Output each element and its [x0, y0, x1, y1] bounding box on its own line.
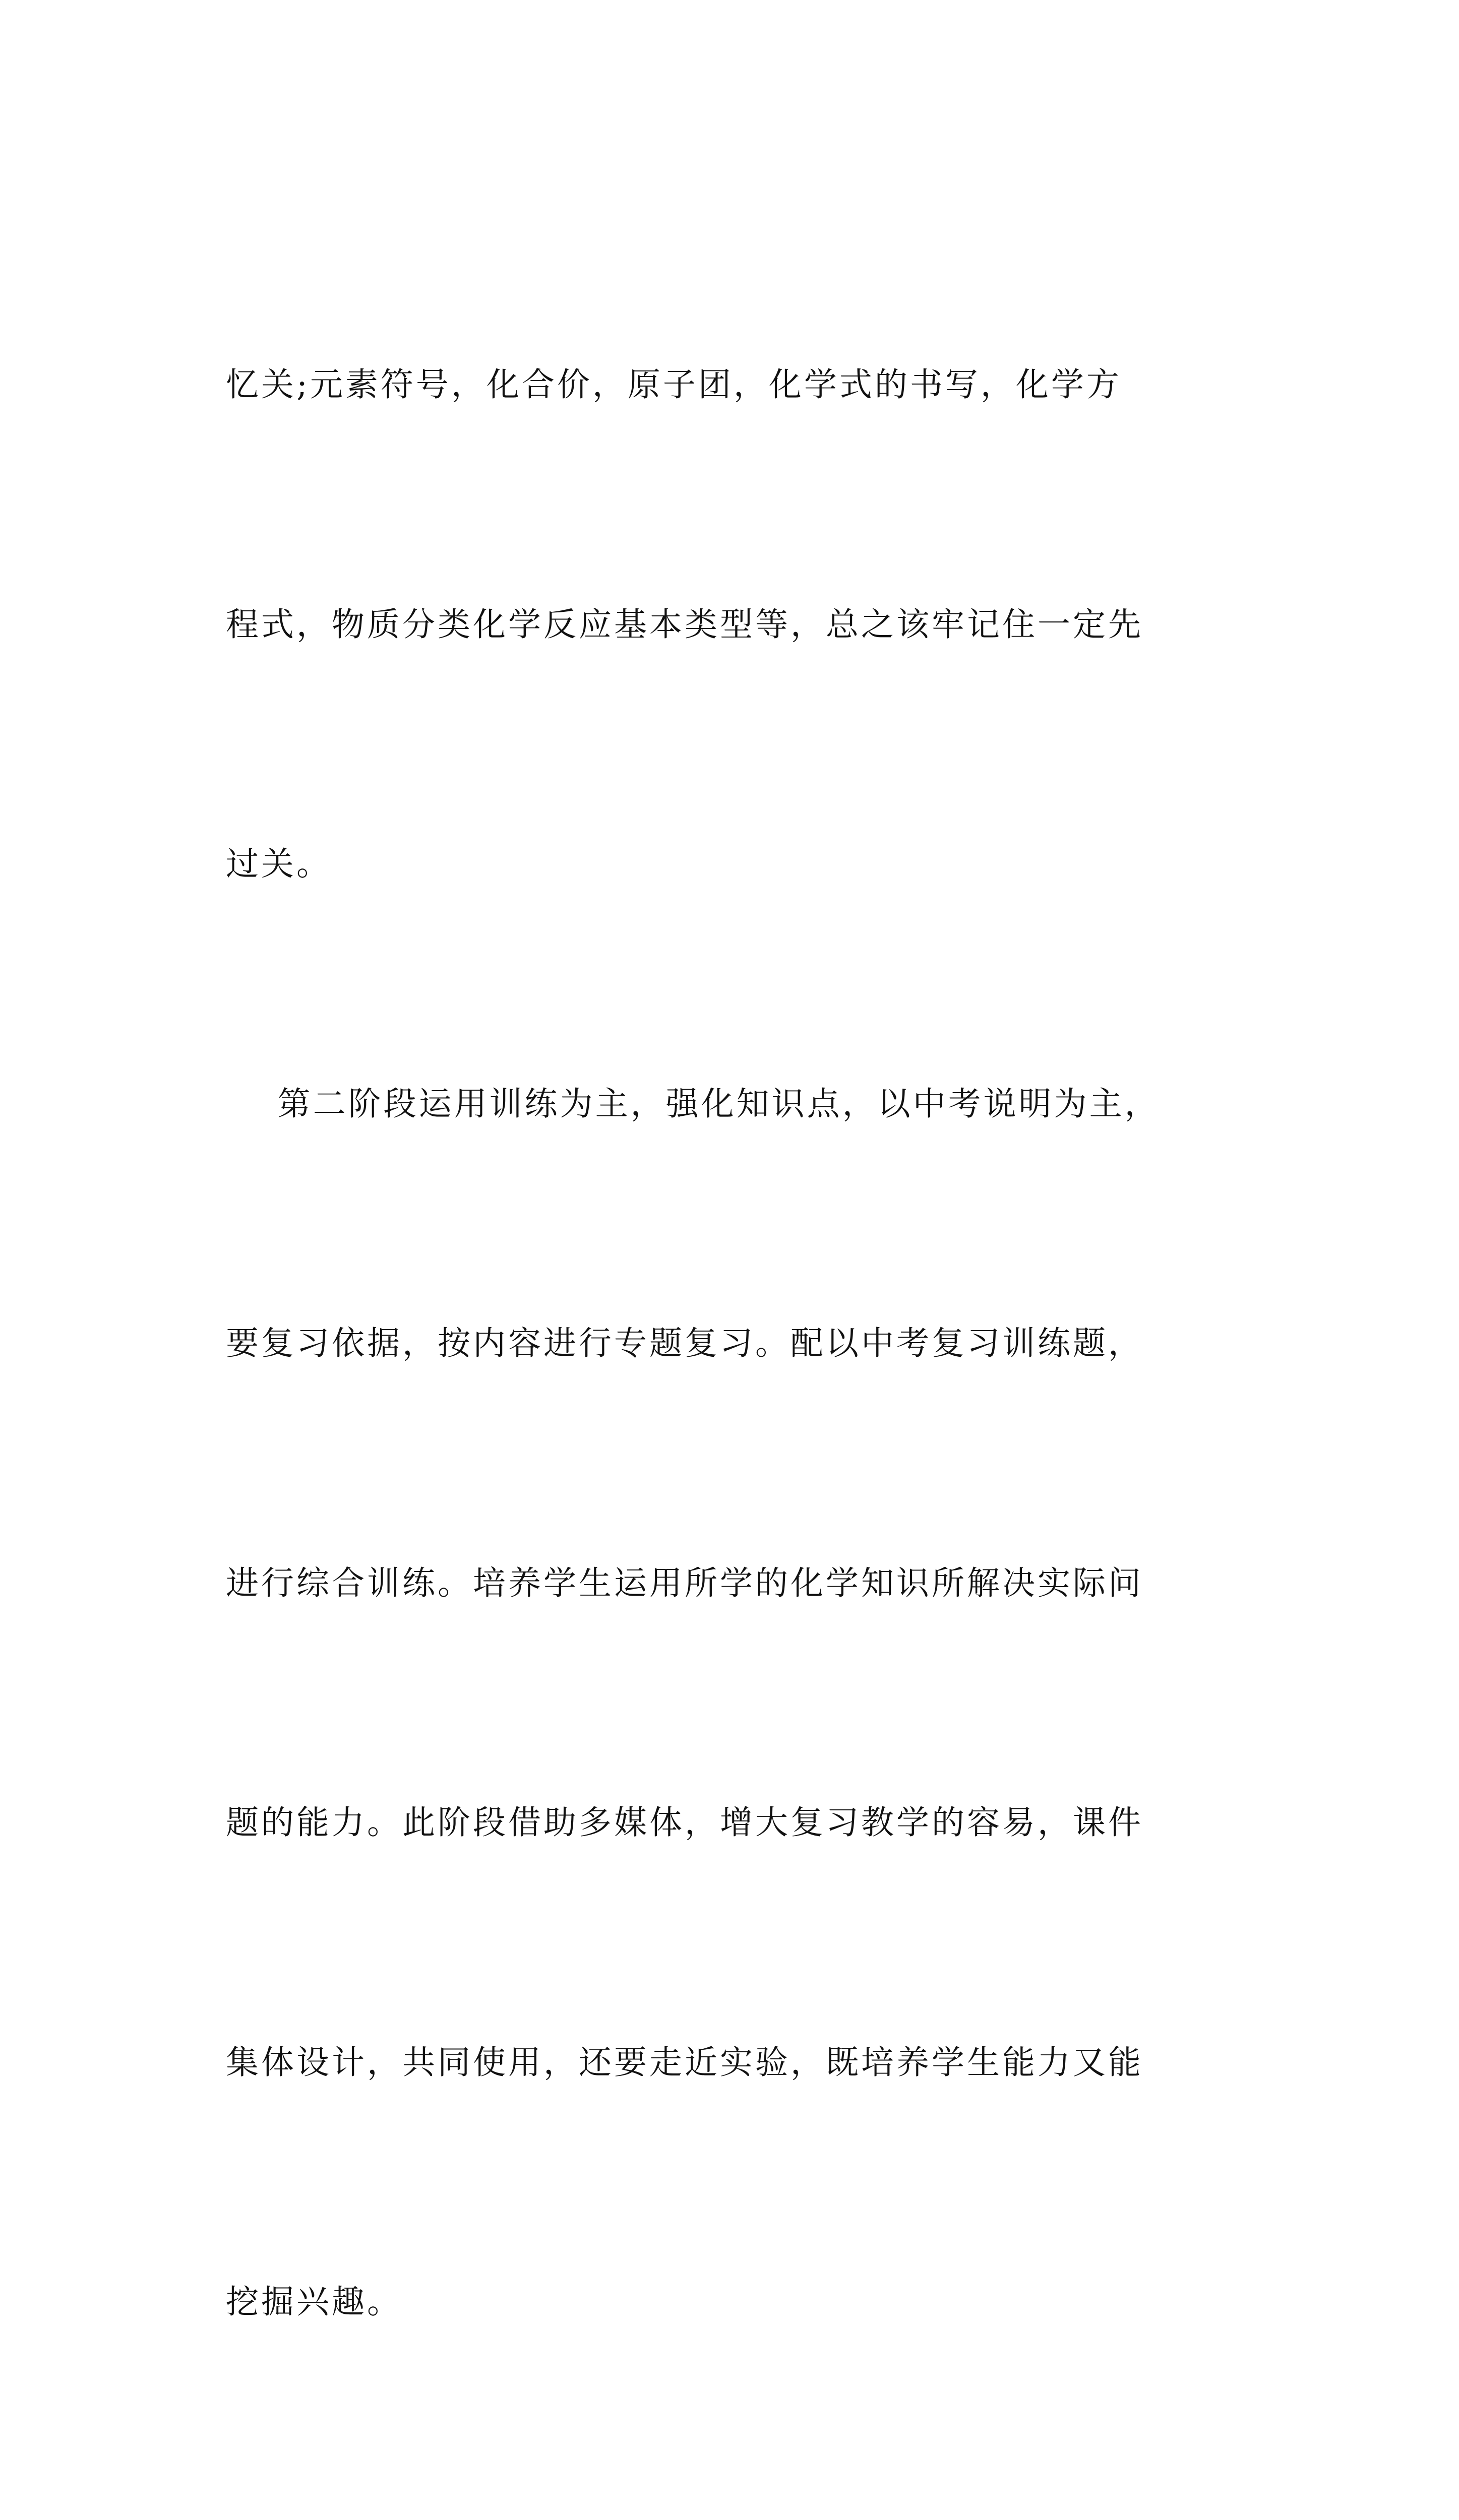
document-body: [226, 185, 1239, 2520]
text-line: 挖掘兴趣。: [226, 2262, 1239, 2343]
text-line: [226, 2502, 1239, 2520]
text-line: 第二阶段运用训练为主，强化知识点，以中考说明为主，: [226, 1064, 1239, 1145]
text-line: 程式，物质分类化学反应基本类型等，总之该牢记住一定先: [226, 585, 1239, 665]
text-line: 进行综合训练。培养学生运用所学的化学知识所解决实际问: [226, 1544, 1239, 1624]
text-line: 要复习依据，按内容进行专题复习。配以中考复习训练题，: [226, 1304, 1239, 1384]
text-line: 过关。: [226, 825, 1239, 905]
text-line: 题的能力。此阶段借助多媒体，增大复习教学的容易，课件: [226, 1783, 1239, 1863]
text-line: 忆关;元素符号，化合价，原子团，化学式的书写，化学方: [226, 345, 1239, 425]
text-line: 集体设计，共同使用，还要走近实验，既培养学生能力又能: [226, 2023, 1239, 2103]
